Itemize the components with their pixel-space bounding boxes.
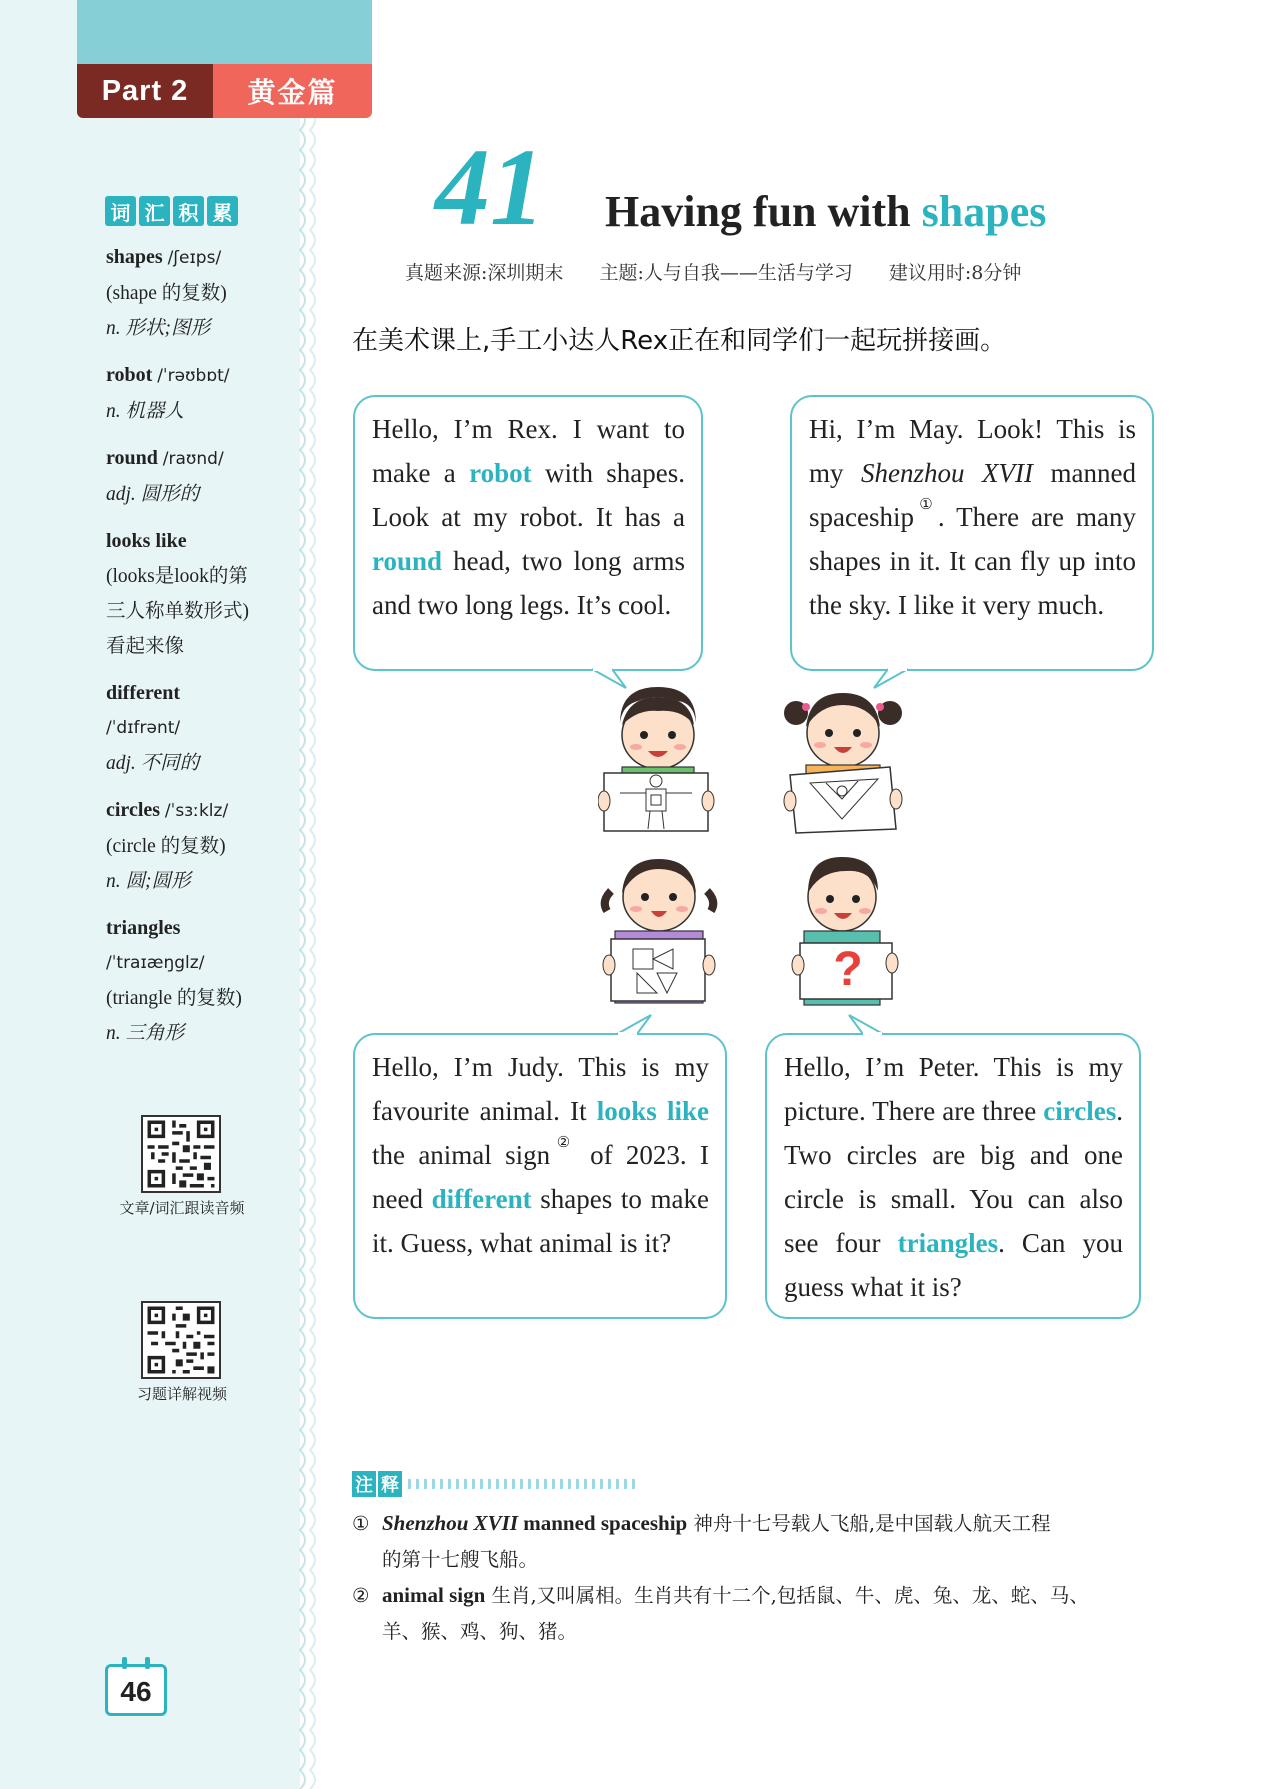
meta-source: 真题来源:深圳期末	[405, 262, 564, 284]
vocab-line: adj. 圆形的	[106, 484, 200, 505]
vocab-word: circles	[106, 799, 161, 821]
vocab-heading-char: 汇	[139, 196, 170, 226]
vocab-line: 看起来像	[106, 636, 185, 657]
page-number: 46	[105, 1664, 167, 1716]
note-continuation: 的第十七艘飞船。	[382, 1548, 539, 1571]
vocab-phonetic: /ˈrəʊbɒt/	[157, 366, 230, 386]
bubble-text: Hello, I’m Rex. I want to make a	[372, 414, 685, 488]
note-term-italic: Shenzhou XVII	[382, 1511, 518, 1535]
vocab-word-line	[106, 911, 296, 946]
lesson-title-highlight: shapes	[921, 187, 1047, 236]
keyword-round: round	[372, 546, 443, 576]
vocab-phonetic: /ˈdɪfrənt/	[106, 718, 181, 738]
vocab-word-line	[106, 524, 296, 559]
qr-code-audio[interactable]	[141, 1115, 221, 1193]
bubble-italic: Shenzhou XVII	[861, 458, 1033, 488]
vocab-phonetic: /raʊnd/	[162, 449, 224, 469]
rex-illustration	[598, 683, 716, 841]
vocab-word-line	[106, 240, 296, 276]
part-subtitle: 黄金篇	[213, 64, 372, 118]
note-term	[382, 1583, 485, 1607]
vocab-entry-circles	[106, 793, 296, 899]
meta-time: 建议用时:8分钟	[888, 262, 1022, 284]
speech-bubble-may	[790, 395, 1154, 671]
vocab-entry-robot	[106, 358, 296, 429]
note-line	[352, 1577, 1172, 1614]
vocab-phonetic: /ˈsɜːklz/	[164, 801, 229, 821]
meta-theme: 主题:人与自我——生活与学习	[599, 262, 853, 284]
vocab-word: different	[106, 682, 181, 704]
notes-label-char: 释	[378, 1471, 402, 1497]
note-text: 生肖,又叫属相。生肖共有十二个,包括鼠、牛、虎、兔、龙、蛇、马、	[485, 1584, 1089, 1607]
vocab-word: looks like	[106, 530, 187, 552]
vocab-line: adj. 不同的	[106, 753, 200, 774]
bubble-text: Hello, I’m Peter. This is my picture. There are three	[784, 1052, 1123, 1126]
note-text: 神舟十七号载人飞船,是中国载人航天工程	[687, 1512, 1051, 1535]
keyword-circles: circles	[1043, 1096, 1117, 1126]
vocab-line: n. 三角形	[106, 1023, 185, 1044]
may-illustration	[782, 683, 904, 841]
lesson-meta	[405, 258, 1051, 285]
note-2	[352, 1577, 1172, 1650]
note-term-rest: animal sign	[382, 1583, 486, 1607]
vocab-entry-triangles	[106, 911, 296, 1051]
vocab-line: n. 圆;圆形	[106, 871, 191, 892]
bubble-text: shapes to make it. Guess, what animal is it?	[372, 1184, 710, 1258]
judy-illustration	[597, 853, 721, 1011]
note-ref-2: ②	[550, 1135, 577, 1151]
note-line	[352, 1505, 1172, 1542]
keyword-looks-like: looks like	[596, 1096, 709, 1126]
notes-divider	[408, 1479, 638, 1489]
bubble-text: . There are many shapes in it. It can fly up into the sky. I like it very much.	[809, 502, 1136, 620]
header-tab-top	[77, 0, 372, 64]
bubble-text: the animal sign	[372, 1140, 551, 1170]
notes-label	[352, 1471, 402, 1497]
vocab-heading-char: 积	[173, 196, 204, 226]
bubble-text: head, two long arms and two long legs. It’s cool.	[372, 546, 685, 620]
vocab-entry-looks-like	[106, 524, 296, 664]
vocab-line: n. 形状;图形	[106, 318, 210, 339]
question-mark: ?	[833, 943, 863, 996]
vocab-word: shapes	[106, 246, 163, 268]
vocab-heading-char: 累	[207, 196, 238, 226]
vocab-word: round	[106, 447, 158, 469]
note-1	[352, 1505, 1172, 1578]
vocab-line: (shape 的复数)	[106, 283, 227, 304]
vocab-line: (circle 的复数)	[106, 836, 226, 857]
vocab-list	[106, 240, 296, 1063]
vocab-word-line	[106, 676, 296, 711]
qr-caption-audio: 文章/词汇跟读音频	[119, 1199, 245, 1217]
bubble-text: of 2023. I need	[372, 1140, 710, 1214]
vocab-line: n. 机器人	[106, 401, 185, 422]
keyword-triangles: triangles	[897, 1228, 999, 1258]
vocab-heading-char: 词	[105, 196, 136, 226]
vocab-word: triangles	[106, 917, 181, 939]
bubble-tail-judy	[615, 1013, 655, 1035]
vocab-line: (triangle 的复数)	[106, 988, 242, 1009]
speech-bubble-judy	[353, 1033, 727, 1319]
vocab-phonetic: /ʃeɪps/	[167, 248, 222, 268]
lesson-title-prefix: Having fun with	[605, 187, 922, 236]
vocab-phonetic: /ˈtraɪæŋglz/	[106, 953, 205, 973]
part-label: Part 2	[77, 64, 213, 118]
bubble-text: . Can you guess what it is?	[784, 1228, 1123, 1302]
vocab-entry-shapes	[106, 240, 296, 346]
vocab-word-line	[106, 358, 296, 394]
vocab-line: 三人称单数形式)	[106, 601, 249, 622]
keyword-different: different	[431, 1184, 532, 1214]
vocab-word-line	[106, 441, 296, 477]
bubble-text: . Two circles are big and one circle is small. You can also see four	[784, 1096, 1123, 1258]
lesson-title	[605, 186, 1046, 237]
vocab-heading	[105, 196, 238, 226]
vocab-word: robot	[106, 364, 153, 386]
lesson-intro: 在美术课上,手工小达人Rex正在和同学们一起玩拼接画。	[352, 326, 1007, 356]
notes-heading	[352, 1471, 638, 1497]
bubble-tail-peter	[845, 1013, 885, 1035]
keyword-robot: robot	[469, 458, 532, 488]
lesson-number: 41	[435, 126, 545, 248]
note-number: ②	[352, 1584, 370, 1607]
bubble-text: Hi, I’m May. Look! This is my	[809, 414, 1136, 488]
note-continuation: 羊、猴、鸡、狗、猪。	[382, 1620, 578, 1643]
bubble-text: with shapes. Look at my robot. It has a	[372, 458, 686, 532]
notes-label-char: 注	[352, 1471, 376, 1497]
note-ref-1: ①	[913, 497, 938, 513]
sidebar-wave-edge	[296, 110, 326, 1789]
speech-bubble-peter	[765, 1033, 1141, 1319]
vocab-entry-different	[106, 676, 296, 781]
vocab-entry-round	[106, 441, 296, 512]
qr-code-video[interactable]	[141, 1301, 221, 1379]
qr-caption-video: 习题详解视频	[136, 1385, 227, 1403]
bubble-text: manned spaceship	[809, 458, 1136, 532]
vocab-word-line	[106, 793, 296, 829]
bubble-text: Hello, I’m Judy. This is my favourite animal. It	[372, 1052, 709, 1126]
vocab-line: (looks是look的第	[106, 566, 248, 587]
part-tab	[77, 64, 372, 118]
speech-bubble-rex	[353, 395, 703, 671]
note-term	[382, 1511, 687, 1535]
note-term-rest: manned spaceship	[518, 1511, 688, 1535]
note-number: ①	[352, 1512, 370, 1535]
